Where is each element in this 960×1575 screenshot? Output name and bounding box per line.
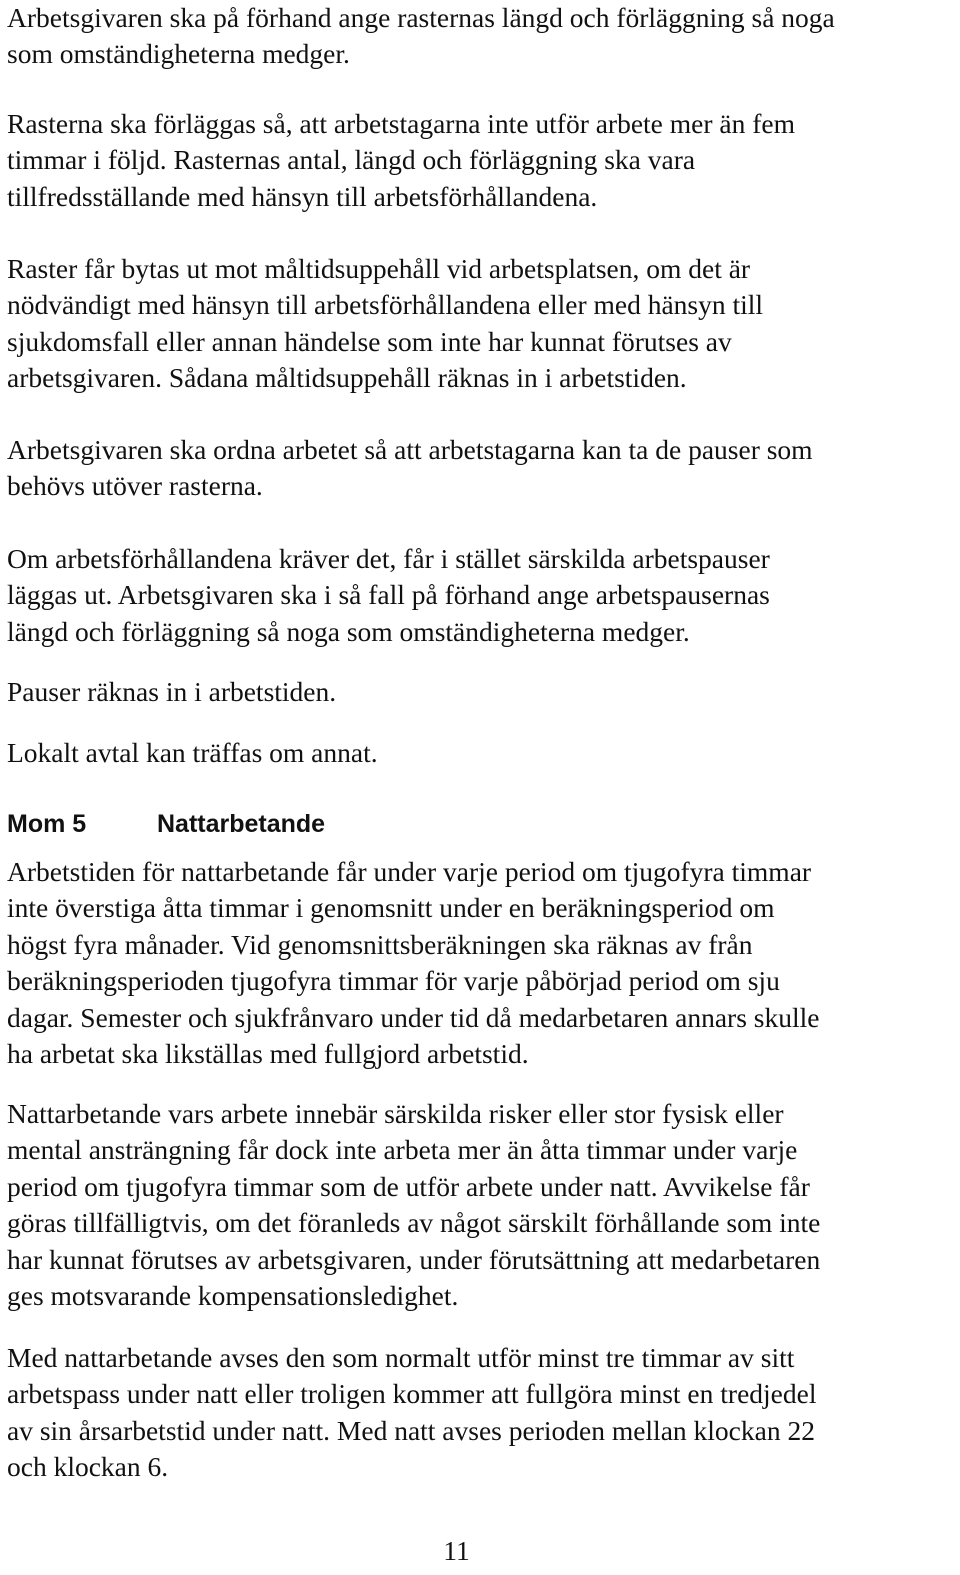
text-line: ges motsvarande kompensationsledighet. (7, 1280, 459, 1312)
paragraph-local-agreement (7, 735, 955, 771)
text-line: Arbetsgivaren ska på förhand ange rasternas längd och förläggning så noga (7, 2, 835, 33)
text-line: av sin årsarbetstid under natt. Med natt avses perioden mellan klockan 22 (7, 1414, 815, 1446)
section-number: Mom 5 (7, 810, 87, 838)
text-line: Rasterna ska förläggas så, att arbetstagarna inte utför arbete mer än fem (7, 108, 795, 139)
text-line: Nattarbetande vars arbete innebär särskilda risker eller stor fysisk eller (7, 1098, 784, 1129)
paragraph-rest-placement (7, 106, 955, 215)
text-line: tillfredsställande med hänsyn till arbetsförhållandena. (7, 180, 598, 212)
paragraph-night-definition (7, 1340, 955, 1486)
text-line: Lokalt avtal kan träffas om annat. (7, 737, 378, 768)
text-line: arbetspass under natt eller troligen kommer att fullgöra minst en tredjedel (7, 1378, 817, 1410)
text-line: har kunnat förutses av arbetsgivaren, under förutsättning att medarbetaren (7, 1243, 821, 1275)
section-heading (7, 806, 325, 842)
text-line: dagar. Semester och sjukfrånvaro under tid då medarbetaren annars skulle (7, 1001, 820, 1033)
text-line: Raster får bytas ut mot måltidsuppehåll vid arbetsplatsen, om det är (7, 253, 751, 284)
paragraph-night-risks (7, 1096, 955, 1314)
text-line: inte överstiga åtta timmar i genomsnitt under en beräkningsperiod om (7, 892, 775, 924)
text-line: Med nattarbetande avses den som normalt utför minst tre timmar av sitt (7, 1342, 795, 1373)
section-title: Nattarbetande (157, 810, 326, 838)
text-line: mental ansträngning får dock inte arbeta mer än åtta timmar under varje (7, 1134, 798, 1166)
text-line: göras tillfälligtvis, om det föranleds av något särskilt förhållande som inte (7, 1207, 821, 1239)
page-number: 11 (443, 1535, 470, 1566)
text-line: Arbetsgivaren ska ordna arbetet så att arbetstagarna kan ta de pauser som (7, 434, 813, 465)
text-line: arbetsgivaren. Sådana måltidsuppehåll räknas in i arbetstiden. (7, 362, 687, 394)
text-line: Arbetstiden för nattarbetande får under varje period om tjugofyra timmar (7, 856, 812, 887)
paragraph-pauses-organisation (7, 432, 955, 505)
text-line: beräkningsperioden tjugofyra timmar för varje påbörjad period om sju (7, 965, 780, 997)
text-line: längd och förläggning så noga som omständigheterna medger. (7, 615, 690, 647)
text-line: Om arbetsförhållandena kräver det, får i stället särskilda arbetspauser (7, 543, 770, 574)
paragraph-special-pauses (7, 541, 955, 650)
text-line: behövs utöver rasterna. (7, 470, 263, 502)
text-line: och klockan 6. (7, 1451, 169, 1483)
text-line: som omständigheterna medger. (7, 38, 350, 70)
paragraph-meal-breaks (7, 251, 955, 397)
paragraph-pauses-worktime (7, 674, 955, 710)
text-line: nödvändigt med hänsyn till arbetsförhållandena eller med hänsyn till (7, 289, 764, 321)
text-line: högst fyra månader. Vid genomsnittsberäkningen ska räknas av från (7, 928, 753, 960)
text-line: period om tjugofyra timmar som de utför arbete under natt. Avvikelse får (7, 1170, 810, 1202)
text-line: sjukdomsfall eller annan händelse som inte har kunnat förutses av (7, 325, 732, 357)
text-line: ha arbetat ska likställas med fullgjord arbetstid. (7, 1038, 529, 1070)
text-line: Pauser räknas in i arbetstiden. (7, 676, 337, 707)
paragraph-night-worktime (7, 854, 955, 1072)
paragraph-rest-planning (7, 0, 955, 73)
text-line: läggas ut. Arbetsgivaren ska i så fall på förhand ange arbetspausernas (7, 579, 770, 611)
text-line: timmar i följd. Rasternas antal, längd och förläggning ska vara (7, 144, 696, 176)
